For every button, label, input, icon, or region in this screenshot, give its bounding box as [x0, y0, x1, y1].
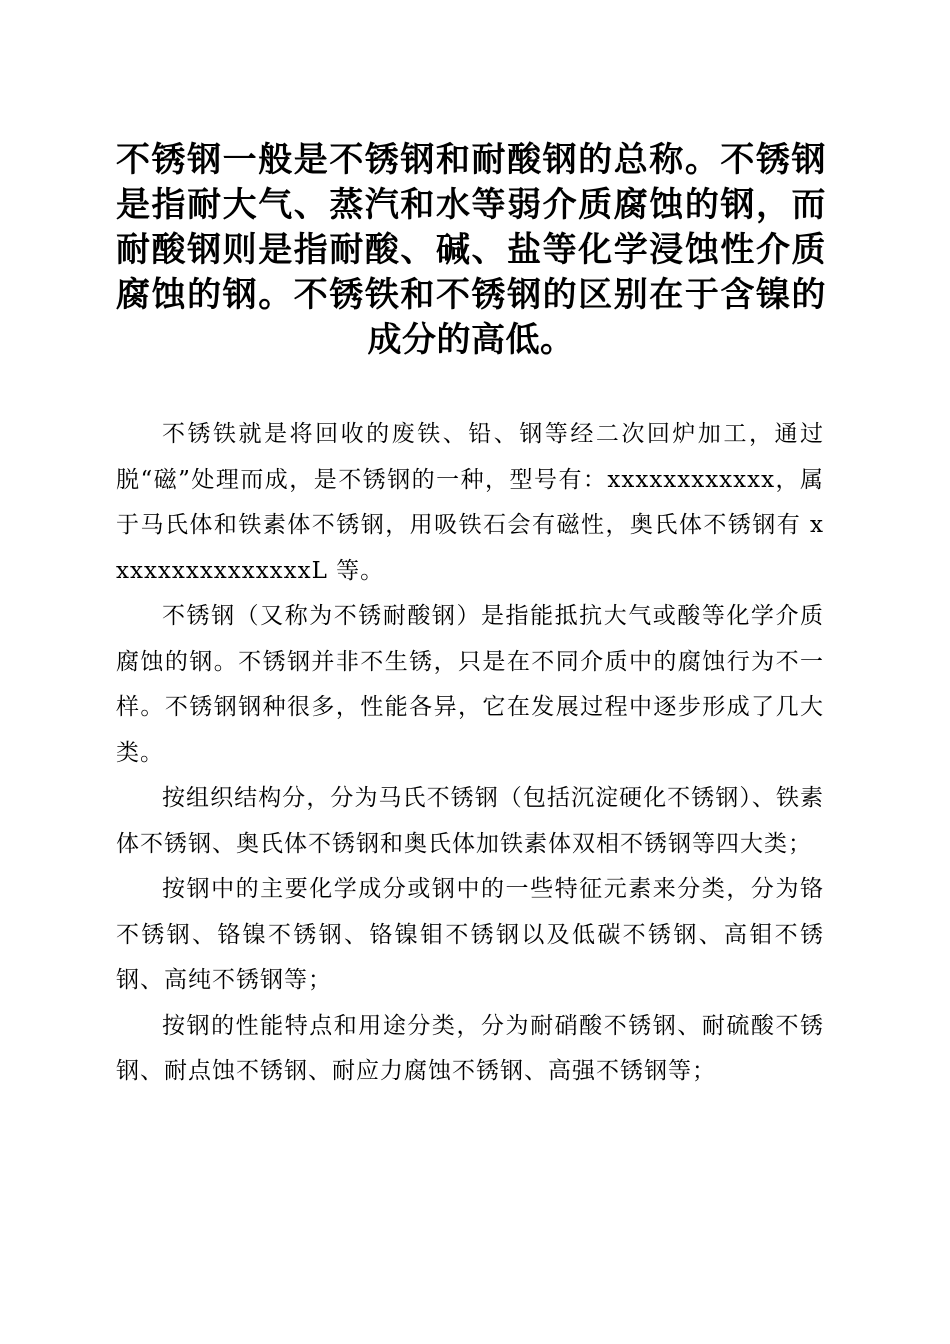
paragraph-stainless-steel-definition: 不锈钢（又称为不锈耐酸钢）是指能抵抗大气或酸等化学介质腐蚀的钢。不锈钢并非不生锈，只是在不同介质中的腐蚀行为不一样。不锈钢钢种很多，性能各异，它在发展过程中逐步形成了几大类。 — [116, 603, 824, 766]
document-title: 不锈钢一般是不锈钢和耐酸钢的总称。不锈钢是指耐大气、蒸汽和水等弱介质腐蚀的钢，而耐酸钢则是指耐酸、碱、盐等化学浸蚀性介质腐蚀的钢。不锈铁和不锈钢的区别在于含镍的成分的高低。 — [116, 140, 826, 360]
paragraph-classification-composition: 按钢中的主要化学成分或钢中的一些特征元素来分类，分为铬不锈钢、铬镍不锈钢、铬镍钼不锈钢以及低碳不锈钢、高钼不锈钢、高纯不锈钢等； — [116, 876, 824, 993]
document-body — [116, 412, 824, 1095]
paragraph-stainless-iron: 不锈铁就是将回收的废铁、铅、钢等经二次回炉加工，通过脱“磁”处理而成，是不锈钢的一种，型号有：xxxxxxxxxxxx，属于马氏体和铁素体不锈钢，用吸铁石会有磁性，奥氏体不锈钢有 xxxxxxxxxxxxxxxL 等。 — [116, 421, 824, 584]
paragraph-classification-structure: 按组织结构分，分为马氏不锈钢（包括沉淀硬化不锈钢）、铁素体不锈钢、奥氏体不锈钢和奥氏体加铁素体双相不锈钢等四大类； — [116, 785, 824, 857]
paragraph-classification-performance: 按钢的性能特点和用途分类，分为耐硝酸不锈钢、耐硫酸不锈钢、耐点蚀不锈钢、耐应力腐蚀不锈钢、高强不锈钢等； — [116, 1012, 824, 1084]
